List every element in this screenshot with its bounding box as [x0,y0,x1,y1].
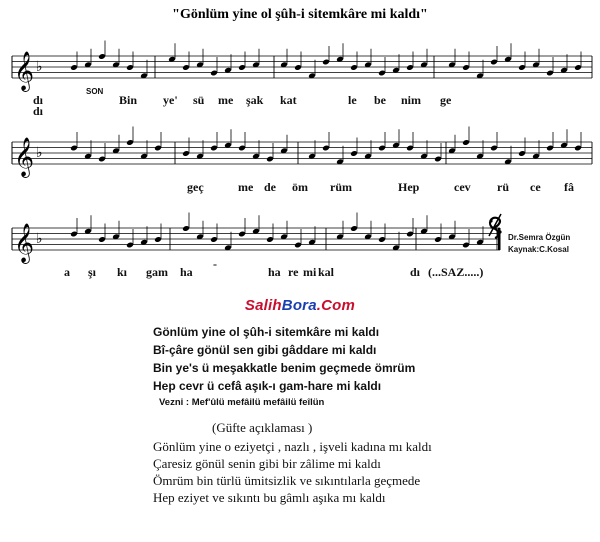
lyric-syllable: de [264,180,276,194]
gufte-explanation [153,438,432,506]
lyric-syllable: ha [268,265,281,279]
lyric-syllable: le [348,93,357,107]
lyric-syllable: me [218,93,234,107]
lyric-syllable: kat [280,93,297,107]
lyric-syllable: sü [193,93,205,107]
lyric-syllable: - [213,257,217,271]
segno-icon [489,214,502,238]
lyric-syllable: mi [303,265,317,279]
treble-clef-icon: 𝄞 [14,137,35,177]
treble-clef-icon: 𝄞 [14,51,35,91]
lyric-syllable: Hep [398,180,420,194]
son-marker: SON [86,87,104,96]
logo-part: .Com [316,297,356,314]
lyric-syllable: geç [187,180,204,194]
gufte-line: Çaresiz gönül senin gibi bir zâlime mi kaldı [153,456,381,471]
lyric-syllable: dı [410,265,421,279]
flat-sign-icon: ♭ [36,59,43,75]
treble-clef-icon: 𝄞 [14,223,35,263]
lyric-syllable: a [64,265,70,279]
lyric-syllable: şı [88,265,97,279]
meter-line: Vezni : Mef'ûlü mefâilü mefâilü feîlün [159,397,325,408]
logo-part: Salih [244,297,282,314]
lyric-syllable: be [374,93,386,107]
flat-sign-icon: ♭ [36,231,43,247]
lyric-syllable: gam [146,265,168,279]
lyric-syllable: fâ [564,180,574,194]
lyric-syllable: ce [530,180,541,194]
flat-sign-icon: ♭ [36,145,43,161]
credit-source: Kaynak:C.Kosal [508,245,569,254]
logo-part: Bora [281,297,317,314]
song-title: "Gönlüm yine ol şûh-i sitemkâre mi kaldı" [172,7,428,22]
staves [12,51,592,264]
lyric-syllable: rü [497,180,509,194]
lyric-syllable: kı [117,265,128,279]
poem-line: Gönlüm yine ol şûh-i sitemkâre mi kaldı [153,325,380,339]
lyric-syllable: ge [440,93,452,107]
gufte-line: Ömrüm bin türlü ümitsizlik ve sıkıntılarla geçmede [153,473,421,488]
lyric-syllable: ha [180,265,193,279]
lyric-syllable: nim [401,93,422,107]
lyric-syllable: ye' [163,93,178,107]
lyric-syllable: şak [246,93,264,107]
gufte-line: Hep eziyet ve sıkıntı bu gâmlı aşıka mı kaldı [153,490,386,505]
lyric-syllable: re [288,265,299,279]
lyric-syllable: cev [454,180,471,194]
saz-marker: (...SAZ.....) [428,265,484,279]
gufte-line: Gönlüm yine o eziyetçi , nazlı , işveli kadına mı kaldı [153,439,432,454]
gufte-title: (Güfte açıklaması ) [212,420,313,435]
poem-line: Bî-çâre gönül sen gibi gâddare mi kaldı [153,343,377,357]
lyric-syllable: kal [318,265,335,279]
notes [70,41,582,252]
lyric-syllable: dı [33,93,44,107]
lyric-syllable: me [238,180,254,194]
lyric-syllable: dı [33,104,44,118]
lyric-syllable: öm [292,180,308,194]
lyric-syllable: Bin [119,93,138,107]
credit-author: Dr.Semra Özgün [508,233,571,242]
poem-line: Bin ye's ü meşakkatle benim geçmede ömrüm [153,361,416,375]
poem-lyrics [153,323,415,395]
poem-line: Hep cevr ü cefâ aşık-ı gam-hare mi kaldı [153,379,382,393]
site-logo [0,297,600,314]
lyric-syllable: rüm [330,180,352,194]
